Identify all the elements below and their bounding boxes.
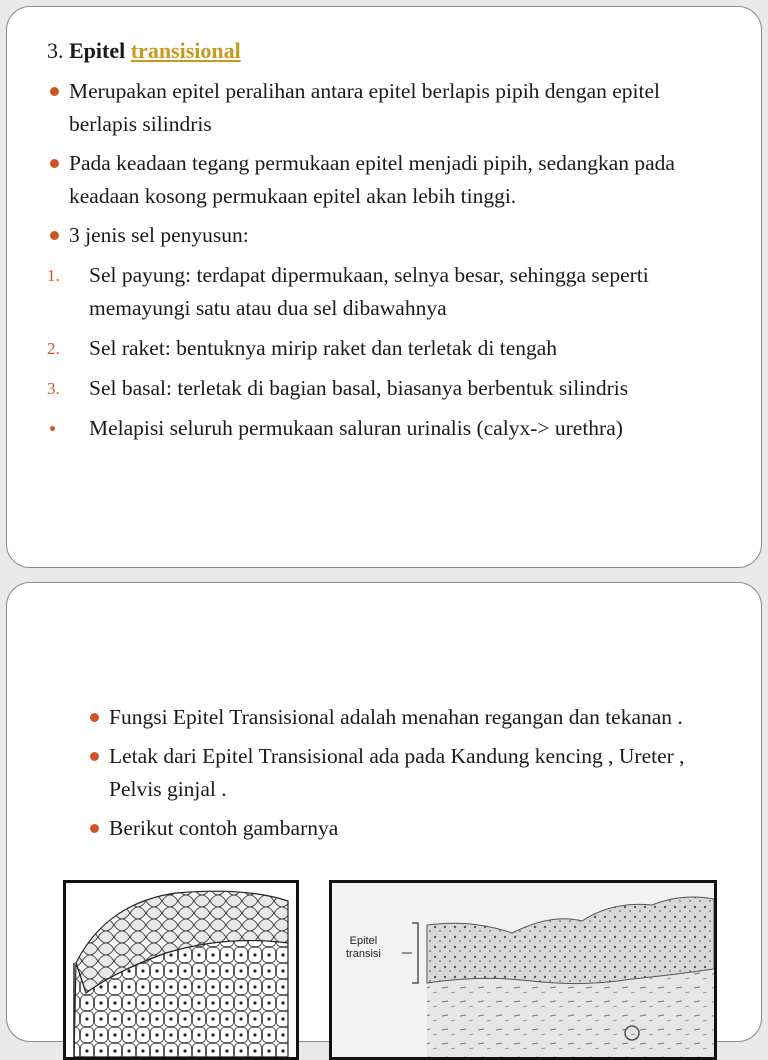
list-item-text: Fungsi Epitel Transisional adalah menahan regangan dan tekanan . [109, 705, 683, 729]
list-item [47, 332, 737, 365]
list-item [87, 701, 707, 734]
figure-label-line: Epitel [349, 935, 378, 947]
bullet-dot-icon [50, 426, 55, 431]
slide-1 [6, 6, 762, 568]
list-item-text: Sel raket: bentuknya mirip raket dan terletak di tengah [89, 336, 558, 360]
list-number: 2. [47, 339, 60, 358]
list-item-text: Merupakan epitel peralihan antara epitel berlapis pipih dengan epitel berlapis silindris [69, 79, 661, 136]
figure-label-line: transisi [346, 948, 381, 960]
list-item-text: Berikut contoh gambarnya [109, 816, 339, 840]
slide-2 [6, 582, 762, 1042]
micrograph-icon [332, 883, 714, 1057]
list-item [87, 740, 707, 806]
bullet-dot-icon [50, 87, 59, 96]
epithelium-drawing-icon [66, 883, 296, 1057]
title-number: 3. [47, 38, 64, 63]
list-item [47, 259, 737, 325]
list-item [47, 75, 727, 141]
list-item [47, 147, 727, 213]
list-number: 1. [47, 266, 60, 285]
slide-title [47, 37, 241, 65]
list-item-text: Sel payung: terdapat dipermukaan, selnya besar, sehingga seperti memayungi satu atau dua sel dibawahnya [89, 263, 649, 320]
list-item-text: Sel basal: terletak di bagian basal, biasanya berbentuk silindris [89, 376, 629, 400]
epithelium-drawing-figure [63, 880, 299, 1060]
list-item-text: Pada keadaan tegang permukaan epitel menjadi pipih, sedangkan pada keadaan kosong permukaan epitel akan lebih tinggi. [69, 151, 675, 208]
bullet-dot-icon [90, 713, 99, 722]
bullet-dot-icon [90, 752, 99, 761]
epithelium-micrograph-figure [329, 880, 717, 1060]
list-item-text: Melapisi seluruh permukaan saluran urinalis (calyx-> urethra) [89, 416, 623, 440]
list-item-text: 3 jenis sel penyusun: [69, 223, 249, 247]
bullet-dot-icon [90, 824, 99, 833]
bullet-list [87, 701, 707, 851]
list-item-text: Letak dari Epitel Transisional ada pada Kandung kencing , Ureter , Pelvis ginjal . [109, 744, 685, 801]
bullet-dot-icon [50, 231, 59, 240]
list-item [47, 412, 737, 445]
list-item [47, 372, 737, 405]
list-item [87, 812, 707, 845]
list-item [47, 219, 727, 252]
title-word: Epitel [69, 38, 126, 63]
title-link[interactable]: transisional [130, 38, 241, 63]
list-number: 3. [47, 379, 60, 398]
bullet-list [47, 75, 727, 258]
figure-label [346, 935, 381, 961]
numbered-list [47, 259, 737, 452]
bullet-dot-icon [50, 159, 59, 168]
